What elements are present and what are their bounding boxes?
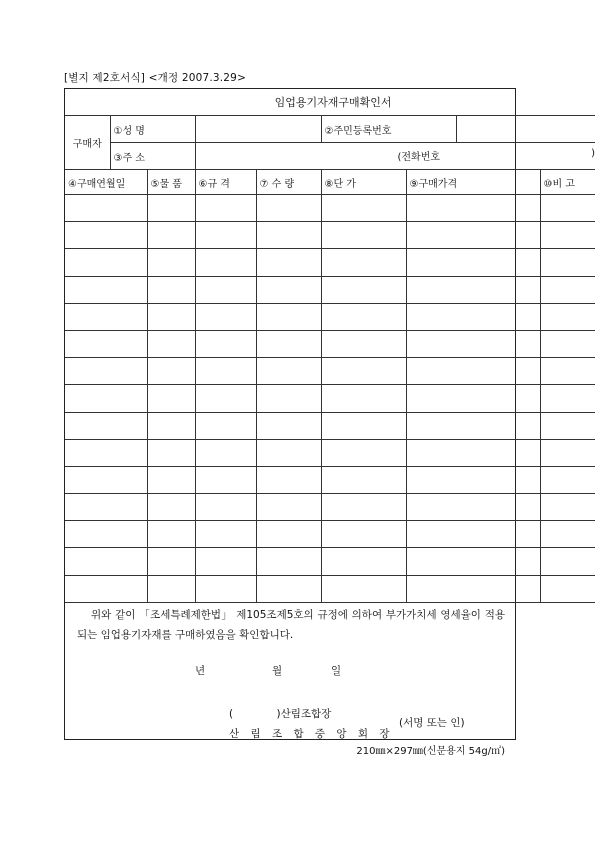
col-quantity: ⑦ 수 량 [256,170,321,195]
col-unit-price: ⑧단 가 [321,170,406,195]
cell-remarks[interactable] [540,249,595,276]
table-row [65,521,595,548]
table-row [65,195,595,222]
cell-spec[interactable] [195,222,256,249]
cell-price[interactable] [406,548,540,575]
address-label: ③주 소 [110,143,195,170]
cell-remarks[interactable] [540,195,595,222]
cell-spec[interactable] [195,358,256,385]
table-row [65,385,595,412]
cell-price[interactable] [406,521,540,548]
cell-qty[interactable] [256,303,321,330]
table-row [65,494,595,521]
cell-price[interactable] [406,222,540,249]
cell-price[interactable] [406,412,540,439]
table-row [65,276,595,303]
cell-date[interactable] [65,330,147,357]
buyer-label: 구매자 [65,116,110,170]
cell-date[interactable] [65,222,147,249]
cell-spec[interactable] [195,412,256,439]
cell-qty[interactable] [256,249,321,276]
table-row [65,303,595,330]
cell-item[interactable] [147,385,195,412]
col-spec: ⑥규 격 [195,170,256,195]
cell-spec[interactable] [195,385,256,412]
cell-unit-price[interactable] [321,412,406,439]
cell-item[interactable] [147,303,195,330]
cell-unit-price[interactable] [321,466,406,493]
col-purchase-date: ④구매연월일 [65,170,147,195]
form-frame [64,88,595,740]
cell-date[interactable] [65,385,147,412]
table-row [65,548,595,575]
cell-date[interactable] [65,548,147,575]
date-year: 년 [195,665,206,677]
cell-remarks[interactable] [540,303,595,330]
cell-qty[interactable] [256,412,321,439]
cell-price[interactable] [406,385,540,412]
cell-remarks[interactable] [540,521,595,548]
cell-spec[interactable] [195,439,256,466]
cell-remarks[interactable] [540,439,595,466]
cell-qty[interactable] [256,385,321,412]
cell-unit-price[interactable] [321,385,406,412]
cell-item[interactable] [147,548,195,575]
table-row [65,330,595,357]
table-row [65,439,595,466]
cell-spec[interactable] [195,494,256,521]
cell-price[interactable] [406,575,540,602]
cell-date[interactable] [65,494,147,521]
cell-remarks[interactable] [540,276,595,303]
cell-qty[interactable] [256,195,321,222]
cell-unit-price[interactable] [321,439,406,466]
cell-qty[interactable] [256,548,321,575]
cell-spec[interactable] [195,276,256,303]
cell-price[interactable] [406,358,540,385]
date-month: 월 [272,665,283,677]
table-row [65,575,595,602]
cell-date[interactable] [65,195,147,222]
col-item: ⑤물 품 [147,170,195,195]
cell-spec[interactable] [195,466,256,493]
name-label: ①성 명 [110,116,195,143]
cell-price[interactable] [406,249,540,276]
cell-unit-price[interactable] [321,521,406,548]
cell-price[interactable] [406,494,540,521]
cell-spec[interactable] [195,303,256,330]
table-row [65,412,595,439]
table-row [65,466,595,493]
cell-item[interactable] [147,439,195,466]
purchase-table [65,89,595,603]
cell-item[interactable] [147,521,195,548]
cell-item[interactable] [147,358,195,385]
cell-qty[interactable] [256,575,321,602]
cell-date[interactable] [65,575,147,602]
cell-qty[interactable] [256,521,321,548]
cell-qty[interactable] [256,494,321,521]
cell-unit-price[interactable] [321,358,406,385]
cell-item[interactable] [147,249,195,276]
cell-spec[interactable] [195,548,256,575]
cell-spec[interactable] [195,521,256,548]
cell-item[interactable] [147,412,195,439]
cell-unit-price[interactable] [321,276,406,303]
statement-text: 위와 같이 「조세특례제한법」 제105조제5호의 규정에 의하여 부가가치세 영세율이 적용되는 임업용기자재를 구매하였음을 확인합니다. [77,609,505,641]
cell-qty[interactable] [256,358,321,385]
cell-qty[interactable] [256,439,321,466]
cell-price[interactable] [406,195,540,222]
cell-unit-price[interactable] [321,575,406,602]
cell-item[interactable] [147,494,195,521]
cell-date[interactable] [65,358,147,385]
date-day: 일 [331,665,342,677]
cell-qty[interactable] [256,222,321,249]
cell-date[interactable] [65,276,147,303]
col-remarks: ⑩비 고 [540,170,595,195]
cell-unit-price[interactable] [321,494,406,521]
cell-item[interactable] [147,330,195,357]
cell-item[interactable] [147,276,195,303]
table-row [65,222,595,249]
cell-unit-price[interactable] [321,303,406,330]
address-field[interactable] [195,143,595,170]
cell-price[interactable] [406,276,540,303]
phone-label: (전화번호 [397,152,441,163]
cell-price[interactable] [406,466,540,493]
cell-price[interactable] [406,330,540,357]
cell-date[interactable] [65,439,147,466]
phone-close: ) [591,148,595,159]
paper-spec: 210㎜×297㎜(신문용지 54g/㎡) [356,746,505,757]
reg-number-label: ②주민등록번호 [321,116,456,143]
cell-spec[interactable] [195,575,256,602]
cell-remarks[interactable] [540,548,595,575]
cell-unit-price[interactable] [321,548,406,575]
cell-item[interactable] [147,466,195,493]
cell-remarks[interactable] [540,575,595,602]
cell-item[interactable] [147,195,195,222]
cell-qty[interactable] [256,276,321,303]
cell-date[interactable] [65,412,147,439]
table-row [65,249,595,276]
form-header-note: [별지 제2호서식] <개정 2007.3.29> [64,72,247,84]
cell-unit-price[interactable] [321,330,406,357]
cell-remarks[interactable] [540,466,595,493]
form-title: 임업용기자재구매확인서 [65,89,595,116]
cell-item[interactable] [147,575,195,602]
cell-date[interactable] [65,249,147,276]
cell-spec[interactable] [195,249,256,276]
cell-item[interactable] [147,222,195,249]
cell-unit-price[interactable] [321,249,406,276]
cell-date[interactable] [65,303,147,330]
cell-remarks[interactable] [540,222,595,249]
cell-remarks[interactable] [540,330,595,357]
cell-date[interactable] [65,521,147,548]
cell-remarks[interactable] [540,494,595,521]
cell-qty[interactable] [256,466,321,493]
cell-spec[interactable] [195,195,256,222]
name-field[interactable] [195,116,321,143]
table-row [65,358,595,385]
cell-unit-price[interactable] [321,195,406,222]
data-rows [65,195,595,603]
cell-spec[interactable] [195,330,256,357]
signer-central: 산 림 조 합 중 앙 회 장 [229,728,394,740]
cell-remarks[interactable] [540,358,595,385]
signature-label: (서명 또는 인) [399,717,465,729]
reg-number-field[interactable] [456,116,595,143]
cell-qty[interactable] [256,330,321,357]
cell-price[interactable] [406,303,540,330]
cell-date[interactable] [65,466,147,493]
col-purchase-price: ⑨구매가격 [406,170,540,195]
cell-price[interactable] [406,439,540,466]
cell-unit-price[interactable] [321,222,406,249]
signer-local: ( )산림조합장 [229,708,332,720]
cell-remarks[interactable] [540,385,595,412]
cell-remarks[interactable] [540,412,595,439]
